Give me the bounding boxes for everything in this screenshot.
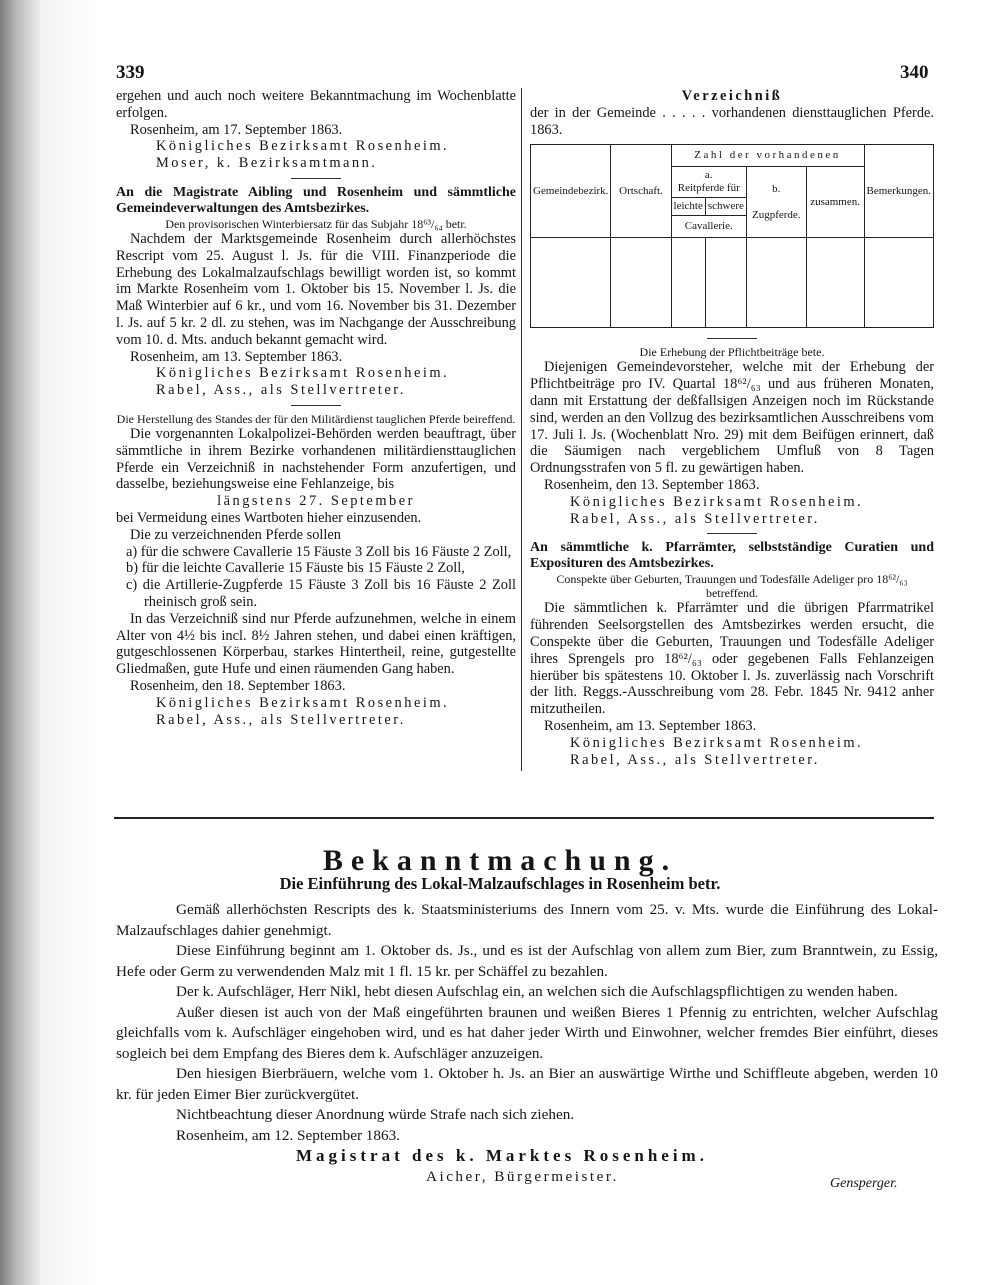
notice3-authority: Königliches Bezirksamt Rosenheim.: [570, 493, 864, 510]
intro-signer: Moser, k. Bezirksamtmann.: [156, 155, 378, 172]
notice3-body: Diejenigen Gemeindevorsteher, welche mit der Erhebung der Pflichtbeiträge pro IV. Quartal 18⁶²/₆₃ und aus früheren Monaten, dann mit Erstattung der deßfallsigen Anzeigen noch im Rückstande sind, werden an den Vollzug des bezirksamtlichen Ausschreibens vom 17. Juli l. Js. (Wochenblatt Nro. 29) mit dem Beifügen erinnert, daß die Säumigen nach vergeblichem Umfluß von 8 Tagen Ordnungsstrafen von 5 fl. zu gewärtigen haben.: [530, 359, 934, 477]
notice3-subtitle: Die Erhebung der Pflichtbeiträge bete.: [639, 345, 825, 360]
paragraph: Der k. Aufschläger, Herr Nikl, hebt diesen Aufschlag ein, an welchen sich die Aufschlagspflichtigen zu wenden haben.: [176, 983, 898, 1000]
section-divider: [114, 817, 934, 819]
notice1-date: Rosenheim, am 13. September 1863.: [130, 348, 343, 365]
bekanntmachung-date: Rosenheim, am 12. September 1863.: [176, 1126, 400, 1144]
notice2-body2: bei Vermeidung eines Wartboten hieher einzusenden.: [116, 509, 422, 526]
page-margin: [40, 0, 100, 1285]
bekanntmachung-signer: Aicher, Bürgermeister.: [426, 1167, 619, 1185]
notice1-authority: Königliches Bezirksamt Rosenheim.: [156, 365, 450, 382]
table-cell: [864, 238, 933, 328]
col-cavallerie: Cavallerie.: [671, 216, 746, 238]
register-line: der in der Gemeinde . . . . . vorhandenen diensttauglichen Pferde. 1863.: [530, 104, 934, 138]
divider: [707, 338, 757, 339]
table-cell: [611, 238, 671, 328]
notice2-item-a: a) für die schwere Cavallerie 15 Fäuste 3 Zoll bis 16 Fäuste 2 Zoll,: [126, 543, 512, 560]
notice2-authority: Königliches Bezirksamt Rosenheim.: [156, 694, 450, 711]
paragraph: Diese Einführung beginnt am 1. Oktober ds. Js., und es ist der Aufschlag von allem zum Bier, zum Branntwein, zu Essig, Hefe oder Germ zu verwendenden Malz mit 1 fl. 15 kr. per Schäffel zu bezahlen.: [116, 942, 938, 980]
bekanntmachung-authority: Magistrat des k. Marktes Rosenheim.: [296, 1146, 708, 1165]
paragraph: Gemäß allerhöchsten Rescripts des k. Staatsministeriums des Innern vom 25. v. Mts. wurde die Einführung des Lokal-Malzaufschlages dahier genehmigt.: [116, 901, 938, 939]
register-title: Verzeichniß: [681, 88, 783, 104]
notice2-body3: In das Verzeichniß sind nur Pferde aufzunehmen, welche in einem Alter von 4½ bis incl. 8½ Jahren stehen, und dabei einen kräftigen, gutgeschlossenen Körperbau, starkes Hintertheil, reine, gutgestellte Gliedmaßen, gute Hufe und einen räumenden Gang haben.: [116, 610, 516, 678]
col-zahl: Zahl der vorhandenen: [671, 145, 864, 167]
book-spine-shadow: [0, 0, 40, 1285]
table-cell: [806, 238, 864, 328]
notice1-signer: Rabel, Ass., als Stellvertreter.: [156, 382, 406, 399]
notice4-body: Die sämmtlichen k. Pfarrämter und die übrigen Pfarrmatrikel führenden Seelsorgstellen des Amtsbezirkes werden ersucht, die Conspekte über die Geburten, Trauungen und Todesfälle Adeliger ihres Sprengels pro 18⁶²/₆₃ oder gegebenen Falls Fehlanzeigen hierüber bis spätestens 10. Oktober l. Js. zuverlässig nach Vorschrift der lith. Reggs.-Ausschreibung vom 28. Febr. 1845 Nr. 9412 anher mitzutheilen.: [530, 600, 934, 718]
notice2-body: Die vorgenannten Lokalpolizei-Behörden werden beauftragt, über sämmtliche in ihrem Bezirke vorhandenen militärdiensttauglichen Pferde ein Verzeichniß in nachstehender Form anzufertigen, und dasselbe, beziehungsweise eine Fehlanzeige, bis: [116, 425, 516, 493]
notice4-date: Rosenheim, am 13. September 1863.: [544, 717, 757, 734]
col-zusammen: zusammen.: [806, 167, 864, 238]
table-cell: [671, 238, 705, 328]
notice1-body: Nachdem der Marktsgemeinde Rosenheim durch allerhöchstes Rescript vom 25. August l. Js. für die VIII. Finanzperiode die Erhebung des Lokalmalzaufschlags bewilligt worden ist, so kommt im Markte Rosenheim vom 1. Oktober bis 15. November l. Js. die Maß Winterbier auf 6 kr., und vom 16. November bis 31. Dezember l. Js. auf 5 kr. 2 dl. zu stehen, was im Nachgange der Ausschreibung vom 10. d. Mts. anduch bekannt gemacht wird.: [116, 230, 516, 348]
notice3-signer: Rabel, Ass., als Stellvertreter.: [570, 510, 820, 527]
printer-name: Gensperger.: [830, 1176, 898, 1191]
col-bemerkungen: Bemerkungen.: [864, 145, 933, 238]
bekanntmachung-subheading: Die Einführung des Lokal-Malzaufschlages in Rosenheim betr.: [279, 874, 721, 893]
label-a: a.: [704, 169, 713, 182]
table-cell: [531, 238, 611, 328]
label-b: b.: [772, 182, 781, 195]
notice4-title: An sämmtliche k. Pfarrämter, selbstständige Curatien und Exposituren des Amtsbezirkes.: [530, 540, 934, 572]
notice4-signer: Rabel, Ass., als Stellvertreter.: [570, 751, 820, 768]
col-leichte: leichte: [671, 198, 705, 216]
notice1-subtitle: Den provisorischen Winterbiersatz für das Subjahr 18⁶³/₆₄ betr.: [165, 216, 467, 231]
notice1-title: An die Magistrate Aibling und Rosenheim und sämmtliche Gemeindeverwaltungen des Amtsbezirkes.: [116, 184, 516, 216]
column-divider: [521, 88, 522, 771]
notice2-deadline: längstens 27. September: [217, 493, 415, 510]
label-reitpferde: Reitpferde für: [677, 182, 740, 195]
label-zugpferde: Zugpferde.: [752, 208, 801, 221]
page-number-right: 340: [900, 62, 929, 83]
table-row: [531, 238, 934, 328]
bekanntmachung-heading: Bekanntmachung.: [322, 844, 678, 877]
paragraph: Nichtbeachtung dieser Anordnung würde Strafe nach sich ziehen.: [176, 1106, 575, 1123]
right-column: [530, 88, 934, 768]
left-column: [116, 88, 516, 728]
intro-text: ergehen und auch noch weitere Bekanntmachung im Wochenblatte erfolgen.: [116, 88, 516, 121]
notice3-date: Rosenheim, den 13. September 1863.: [544, 476, 760, 493]
paragraph: Außer diesen ist auch von der Maß eingeführten braunen und weißen Bieres 1 Pfennig zu entrichten, welcher Aufschlag gleichfalls vom k. Aufschläger eingehoben wird, und es hat daher jeder Wirth und Einwohner, welcher fremdes Bier einführt, dieses sogleich bei dem Empfang des Bieres dem k. Aufschläger anzuzeigen.: [116, 1003, 938, 1062]
table-cell: [746, 238, 806, 328]
notice2-item-c: c) die Artillerie-Zugpferde 15 Fäuste 3 Zoll bis 16 Fäuste 2 Zoll rheinisch groß sein.: [126, 577, 516, 610]
divider: [707, 533, 757, 534]
divider: [291, 405, 341, 406]
notice4-subtitle: Conspekte über Geburten, Trauungen und Todesfälle Adeliger pro 18⁶²/₆₃ betreffend.: [556, 572, 908, 601]
notice2-list-intro: Die zu verzeichnenden Pferde sollen: [130, 526, 341, 543]
notice4-authority: Königliches Bezirksamt Rosenheim.: [570, 734, 864, 751]
col-a: [671, 167, 746, 198]
col-zugpferde: [746, 167, 806, 238]
intro-date: Rosenheim, am 17. September 1863.: [130, 121, 343, 138]
col-gemeindebezirk: Gemeindebezirk.: [531, 145, 611, 238]
page-number-left: 339: [116, 62, 145, 83]
notice2-subtitle: Die Herstellung des Standes der für den Militärdienst tauglichen Pferde beireffend.: [116, 411, 516, 426]
register-table: [530, 144, 934, 328]
notice2-signer: Rabel, Ass., als Stellvertreter.: [156, 711, 406, 728]
divider: [291, 178, 341, 179]
intro-authority: Königliches Bezirksamt Rosenheim.: [156, 138, 450, 155]
col-schwere: schwere: [705, 198, 746, 216]
paragraph: Den hiesigen Bierbräuern, welche vom 1. Oktober h. Js. an Bier an auswärtige Wirthe und Schiffleute abgeben, werden 10 kr. für jeden Eimer Bier zurückvergütet.: [116, 1065, 938, 1103]
col-ortschaft: Ortschaft.: [611, 145, 671, 238]
bekanntmachung-body: [116, 900, 938, 1187]
table-cell: [705, 238, 746, 328]
notice2-item-b: b) für die leichte Cavallerie 15 Fäuste bis 15 Fäuste 2 Zoll,: [126, 560, 465, 577]
notice2-date: Rosenheim, den 18. September 1863.: [130, 677, 346, 694]
